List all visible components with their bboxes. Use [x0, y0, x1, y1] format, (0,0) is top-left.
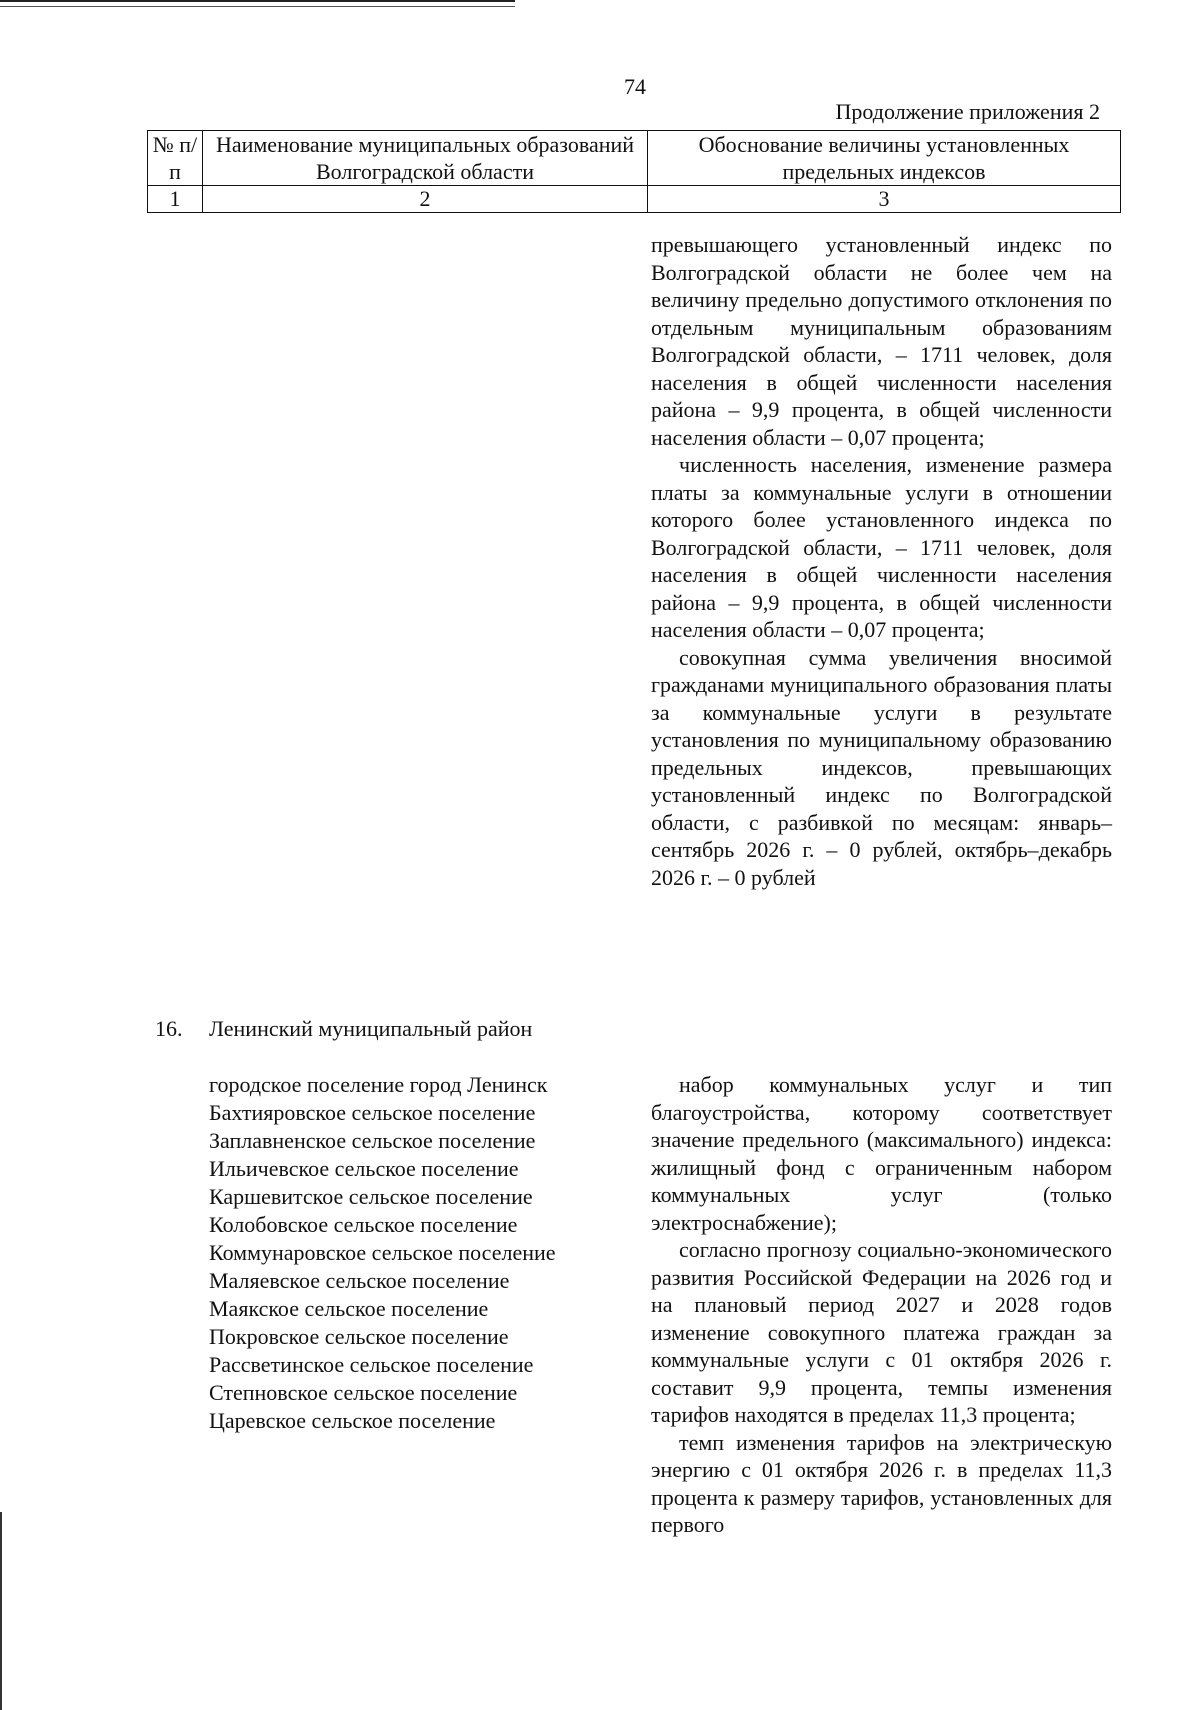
column-number-row [148, 186, 1121, 213]
annex-label: Продолжение приложения 2 [835, 99, 1100, 124]
row-16-paragraph-3: темп изменения тарифов на электрическую энергию с 01 октября 2026 г. в пределах 11,3 процента к размеру тарифов, установленных для первого [651, 1429, 1112, 1537]
settlement-item: Заплавненское сельское поселение [209, 1128, 536, 1153]
settlement-item: Бахтияровское сельское поселение [209, 1100, 536, 1125]
continued-justification [651, 231, 1112, 891]
settlement-item: Царевское сельское поселение [209, 1408, 496, 1433]
settlement-item: Каршевитское сельское поселение [209, 1184, 533, 1209]
settlement-item: Колобовское сельское поселение [209, 1212, 518, 1237]
col2-header: Наименование муниципальных образований Волгоградской области [203, 131, 648, 186]
header-table [147, 130, 1121, 213]
continued-paragraph-1: превышающего установленный индекс по Волгоградской области не более чем на величину предельно допустимого отклонения по отдельным муниципальным образованиям Волгоградской области, – 1711 человек, доля населения в общей численности населения района – 9,9 процента, в общей численности населения области – 0,07 процента; [651, 232, 1112, 450]
col3-header: Обоснование величины установленных предельных индексов [648, 131, 1121, 186]
continued-paragraph-3: совокупная сумма увеличения вносимой гражданами муниципального образования платы за коммунальные услуги в результате установления по муниципальному образованию предельных индексов, превышающих установленный индекс по Волгоградской области, с разбивкой по месяцам: январь–сентябрь 2026 г. – 0 рублей, октябрь–декабрь 2026 г. – 0 рублей [651, 644, 1112, 890]
continued-paragraph-2: численность населения, изменение размера платы за коммунальные услуги в отношении которого более установленного индекса по Волгоградской области, – 1711 человек, доля населения в общей численности населения района – 9,9 процента, в общей численности населения области – 0,07 процента; [651, 452, 1112, 642]
scan-edge-left [0, 1512, 2, 1710]
col3-number: 3 [648, 186, 1121, 213]
row-16-number: 16. [155, 1016, 183, 1041]
header-row [148, 131, 1121, 186]
scan-edge-top-secondary [0, 6, 515, 7]
row-16-title: Ленинский муниципальный район [209, 1016, 533, 1041]
settlement-item: Коммунаровское сельское поселение [209, 1240, 556, 1265]
settlement-item: Ильичевское сельское поселение [209, 1156, 519, 1181]
col1-header: № п/п [148, 131, 203, 186]
page-number: 74 [624, 74, 646, 99]
col1-number: 1 [148, 186, 203, 213]
settlement-item: Покровское сельское поселение [209, 1324, 509, 1349]
settlement-item: Маляевское сельское поселение [209, 1268, 510, 1293]
row-16-paragraph-1: набор коммунальных услуг и тип благоустройства, которому соответствует значение предельного (максимального) индекса: жилищный фонд с ограниченным набором коммунальных услуг (только электроснабжение); [651, 1072, 1112, 1235]
settlement-item: городское поселение город Ленинск [209, 1072, 548, 1097]
row-16-paragraph-2: согласно прогнозу социально-экономического развития Российской Федерации на 2026 год и на плановый период 2027 и 2028 годов изменение совокупного платежа граждан за коммунальные услуги с 01 октября 2026 г. составит 9,9 процента, темпы изменения тарифов находятся в пределах 11,3 процента; [651, 1237, 1112, 1427]
settlement-item: Маякское сельское поселение [209, 1296, 489, 1321]
settlements-list [209, 1071, 556, 1435]
col2-number: 2 [203, 186, 648, 213]
scan-edge-top [0, 0, 515, 2]
row-16-justification [651, 1071, 1112, 1539]
settlement-item: Рассветинское сельское поселение [209, 1352, 534, 1377]
settlement-item: Степновское сельское поселение [209, 1380, 518, 1405]
